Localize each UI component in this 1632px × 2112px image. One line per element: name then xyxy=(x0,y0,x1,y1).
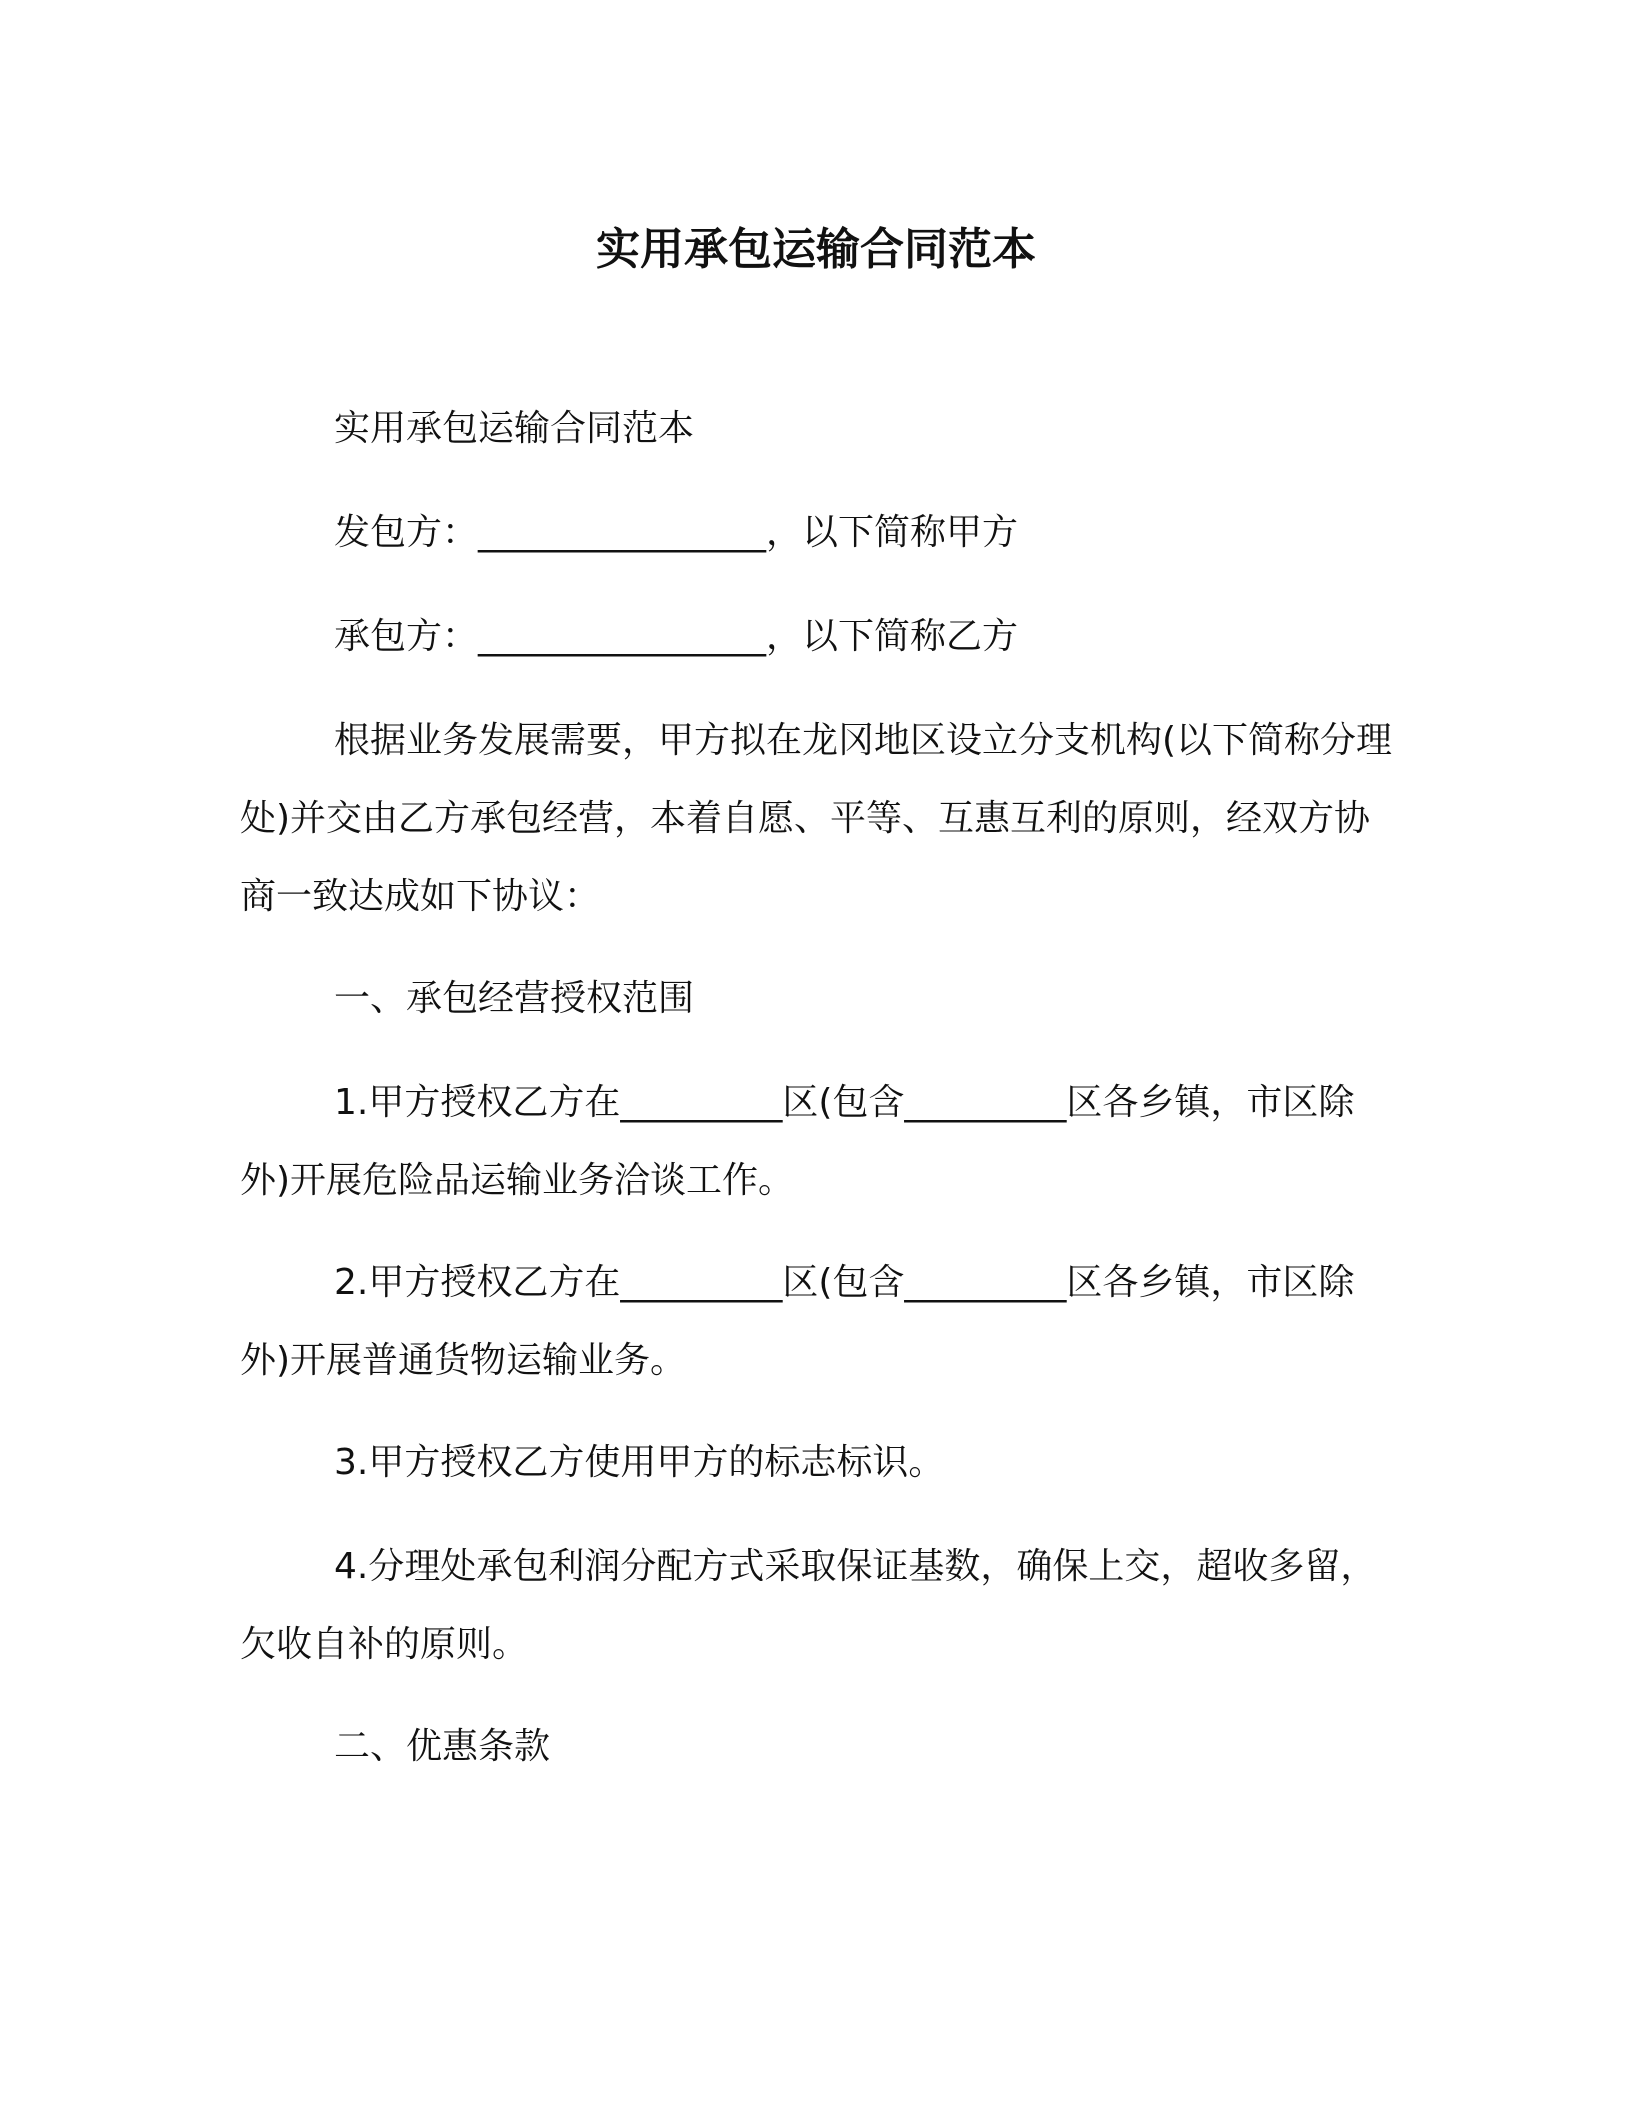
party-a-line: 发包方：________________，以下简称甲方 xyxy=(334,512,1019,553)
intro-paragraph: 根据业务发展需要，甲方拟在龙冈地区设立分支机构(以下简称分理处)并交由乙方承包经营，本着自愿、平等、互惠互利的原则，经双方协商一致达成如下协议： xyxy=(240,720,1393,917)
clause-2: 2.甲方授权乙方在_________区(包含_________区各乡镇，市区除外)开展普通货物运输业务。 xyxy=(240,1262,1355,1381)
section-heading-2: 二、优惠条款 xyxy=(334,1726,551,1767)
clause-1: 1.甲方授权乙方在_________区(包含_________区各乡镇，市区除外)开展危险品运输业务洽谈工作。 xyxy=(240,1082,1355,1201)
document-subtitle: 实用承包运输合同范本 xyxy=(334,408,695,449)
clause-4: 4.分理处承包利润分配方式采取保证基数，确保上交，超收多留，欠收自补的原则。 xyxy=(240,1546,1377,1665)
party-b-line: 承包方：________________，以下简称乙方 xyxy=(334,616,1019,657)
clause-3: 3.甲方授权乙方使用甲方的标志标识。 xyxy=(334,1442,945,1483)
section-heading-1: 一、承包经营授权范围 xyxy=(334,978,695,1019)
document-title: 实用承包运输合同范本 xyxy=(596,224,1036,275)
document-body xyxy=(240,390,1400,1812)
